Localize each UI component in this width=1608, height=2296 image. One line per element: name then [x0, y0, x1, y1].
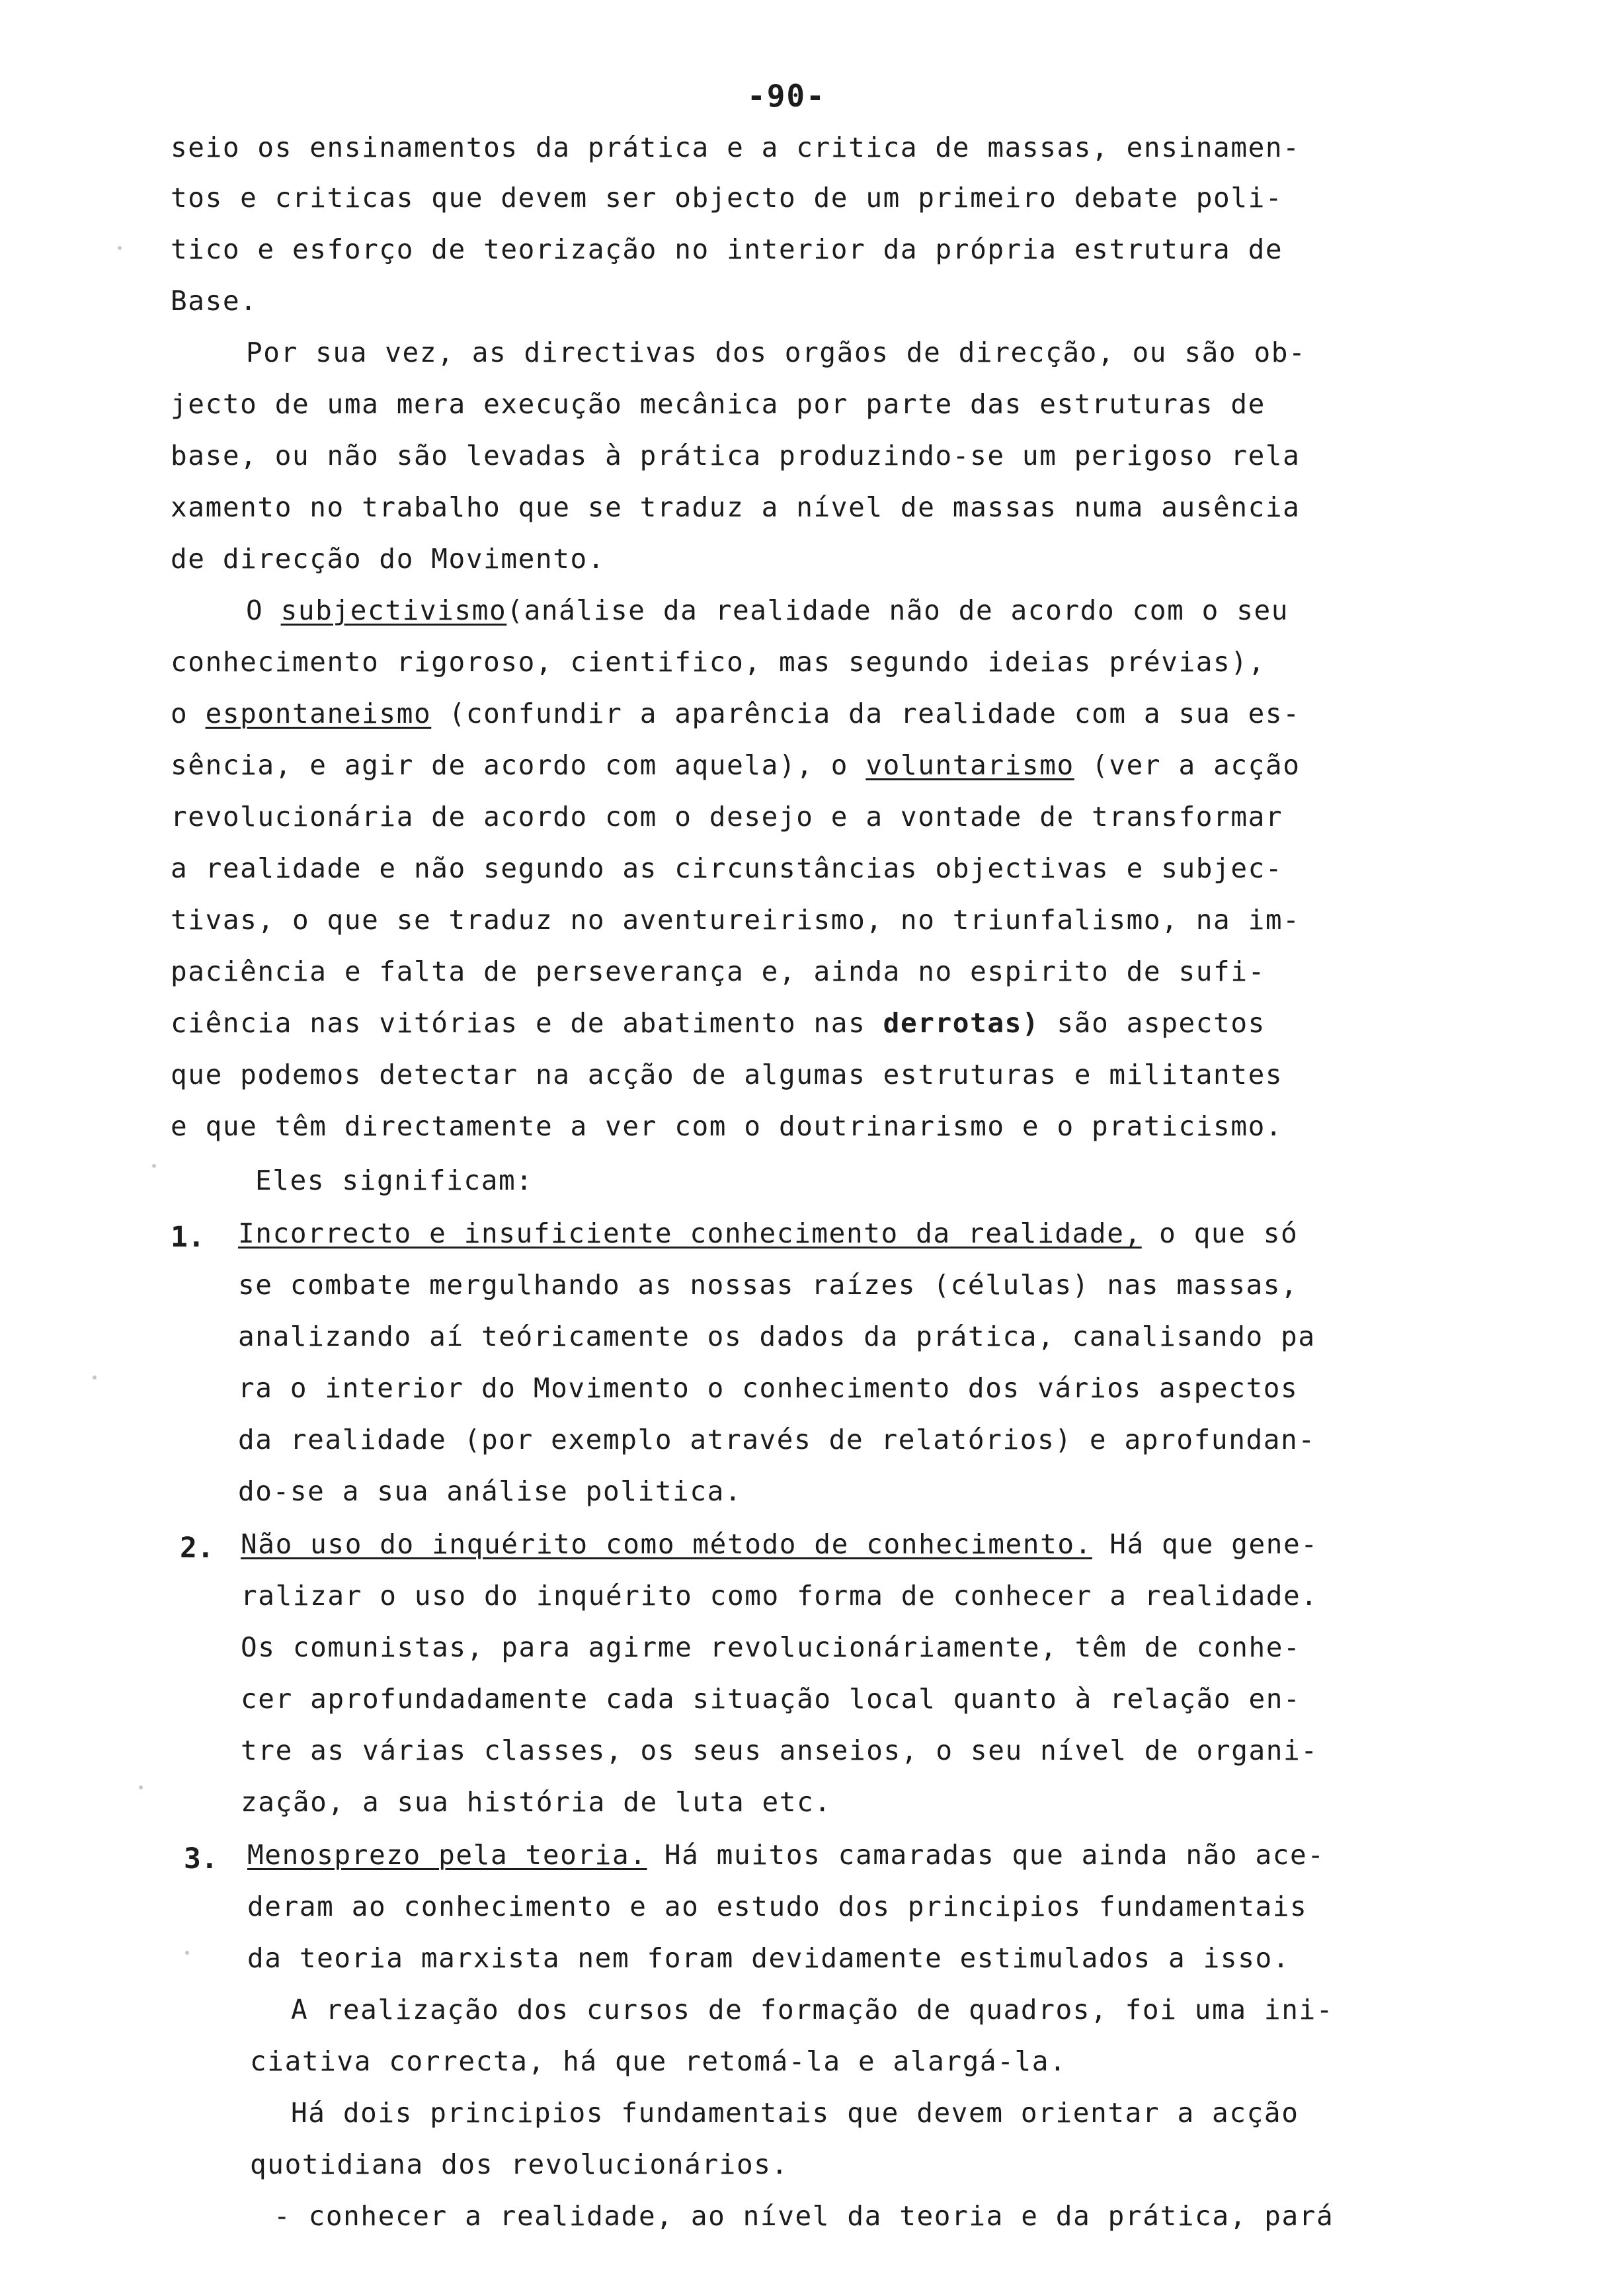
paragraph-line: xamento no trabalho que se traduz a nível de massas numa ausência: [171, 491, 1301, 523]
page-number: -90-: [747, 78, 826, 114]
paragraph-line: Base.: [171, 285, 258, 317]
scan-speck: [185, 1951, 189, 1955]
list-item-title-line: Não uso do inquérito como método de conhecimento. Há que gene-: [241, 1528, 1318, 1560]
paragraph-line: tico e esforço de teorização no interior da própria estrutura de: [171, 233, 1283, 265]
list-item-title: Não uso do inquérito como método de conhecimento.: [241, 1528, 1092, 1560]
paragraph-line: base, ou não são levadas à prática produzindo-se um perigoso rela: [171, 440, 1301, 472]
list-item-line: da teoria marxista nem foram devidamente estimulados a isso.: [247, 1942, 1291, 1974]
list-number: 2.: [180, 1532, 214, 1565]
list-number: 1.: [171, 1221, 205, 1254]
list-item-line: do-se a sua análise politica.: [238, 1475, 743, 1507]
term-subjectivismo: subjectivismo: [280, 594, 507, 626]
list-item-title: Incorrecto e insuficiente conhecimento da realidade,: [238, 1217, 1142, 1249]
paragraph-line: que podemos detectar na acção de algumas estruturas e militantes: [171, 1059, 1283, 1090]
paragraph-line: de direcção do Movimento.: [171, 543, 606, 575]
paragraph-line: ciência nas vitórias e de abatimento nas derrotas) são aspectos: [171, 1007, 1266, 1039]
list-item-line: ralizar o uso do inquérito como forma de conhecer a realidade.: [241, 1580, 1318, 1612]
paragraph-line: sência, e agir de acordo com aquela), o voluntarismo (ver a acção: [171, 749, 1301, 781]
paragraph-line: revolucionária de acordo com o desejo e a vontade de transformar: [171, 801, 1283, 833]
paragraph-line: A realização dos cursos de formação de quadros, foi uma ini-: [291, 1994, 1334, 2026]
list-item-line: deram ao conhecimento e ao estudo dos principios fundamentais: [247, 1891, 1308, 1922]
paragraph-line: o espontaneismo (confundir a aparência da realidade com a sua es-: [171, 698, 1301, 729]
list-item-line: cer aprofundadamente cada situação local quanto à relação en-: [241, 1683, 1301, 1715]
paragraph-line: tivas, o que se traduz no aventureirismo, no triunfalismo, na im-: [171, 904, 1301, 936]
paragraph-line: seio os ensinamentos da prática e a critica de massas, ensinamen-: [171, 132, 1301, 163]
list-item-line: Os comunistas, para agirme revolucionáriamente, têm de conhe-: [241, 1631, 1301, 1663]
dash-list-item: - conhecer a realidade, ao nível da teoria e da prática, pará: [274, 2200, 1334, 2232]
list-item-line: tre as várias classes, os seus anseios, o seu nível de organi-: [241, 1735, 1318, 1766]
list-item-line: ra o interior do Movimento o conhecimento dos vários aspectos: [238, 1372, 1299, 1404]
list-intro: Eles significam:: [255, 1165, 534, 1196]
paragraph-line: tos e criticas que devem ser objecto de um primeiro debate poli-: [171, 182, 1283, 214]
term-espontaneismo: espontaneismo: [205, 698, 432, 729]
paragraph-line: O subjectivismo(análise da realidade não de acordo com o seu: [246, 594, 1289, 626]
paragraph-line: conhecimento rigoroso, cientifico, mas segundo ideias prévias),: [171, 646, 1266, 678]
list-item-line: zação, a sua história de luta etc.: [241, 1786, 832, 1818]
scan-speck: [139, 1785, 143, 1789]
list-item-line: da realidade (por exemplo através de relatórios) e aprofundan-: [238, 1424, 1316, 1456]
paragraph-line: paciência e falta de perseverança e, ainda no espirito de sufi-: [171, 956, 1266, 987]
paragraph-line: ciativa correcta, há que retomá-la e alargá-la.: [250, 2045, 1067, 2077]
list-item-line: analizando aí teóricamente os dados da prática, canalisando pa: [238, 1321, 1316, 1352]
list-item-title-line: Incorrecto e insuficiente conhecimento da realidade, o que só: [238, 1217, 1299, 1249]
paragraph-line: quotidiana dos revolucionários.: [250, 2149, 789, 2180]
list-item-title: Menosprezo pela teoria.: [247, 1839, 647, 1871]
paragraph-line: Há dois principios fundamentais que devem orientar a acção: [291, 2097, 1299, 2129]
list-item-line: se combate mergulhando as nossas raízes (células) nas massas,: [238, 1269, 1299, 1301]
scan-speck: [152, 1164, 156, 1168]
paragraph-line: a realidade e não segundo as circunstâncias objectivas e subjec-: [171, 852, 1283, 884]
list-number: 3.: [184, 1842, 218, 1875]
paragraph-line: Por sua vez, as directivas dos orgãos de direcção, ou são ob-: [246, 337, 1306, 368]
paragraph-line: jecto de uma mera execução mecânica por parte das estruturas de: [171, 388, 1266, 420]
term-voluntarismo: voluntarismo: [865, 749, 1074, 781]
paragraph-line: e que têm directamente a ver com o doutrinarismo e o praticismo.: [171, 1110, 1283, 1142]
scan-speck: [93, 1375, 97, 1379]
scan-speck: [118, 246, 122, 250]
list-item-title-line: Menosprezo pela teoria. Há muitos camaradas que ainda não ace-: [247, 1839, 1325, 1871]
